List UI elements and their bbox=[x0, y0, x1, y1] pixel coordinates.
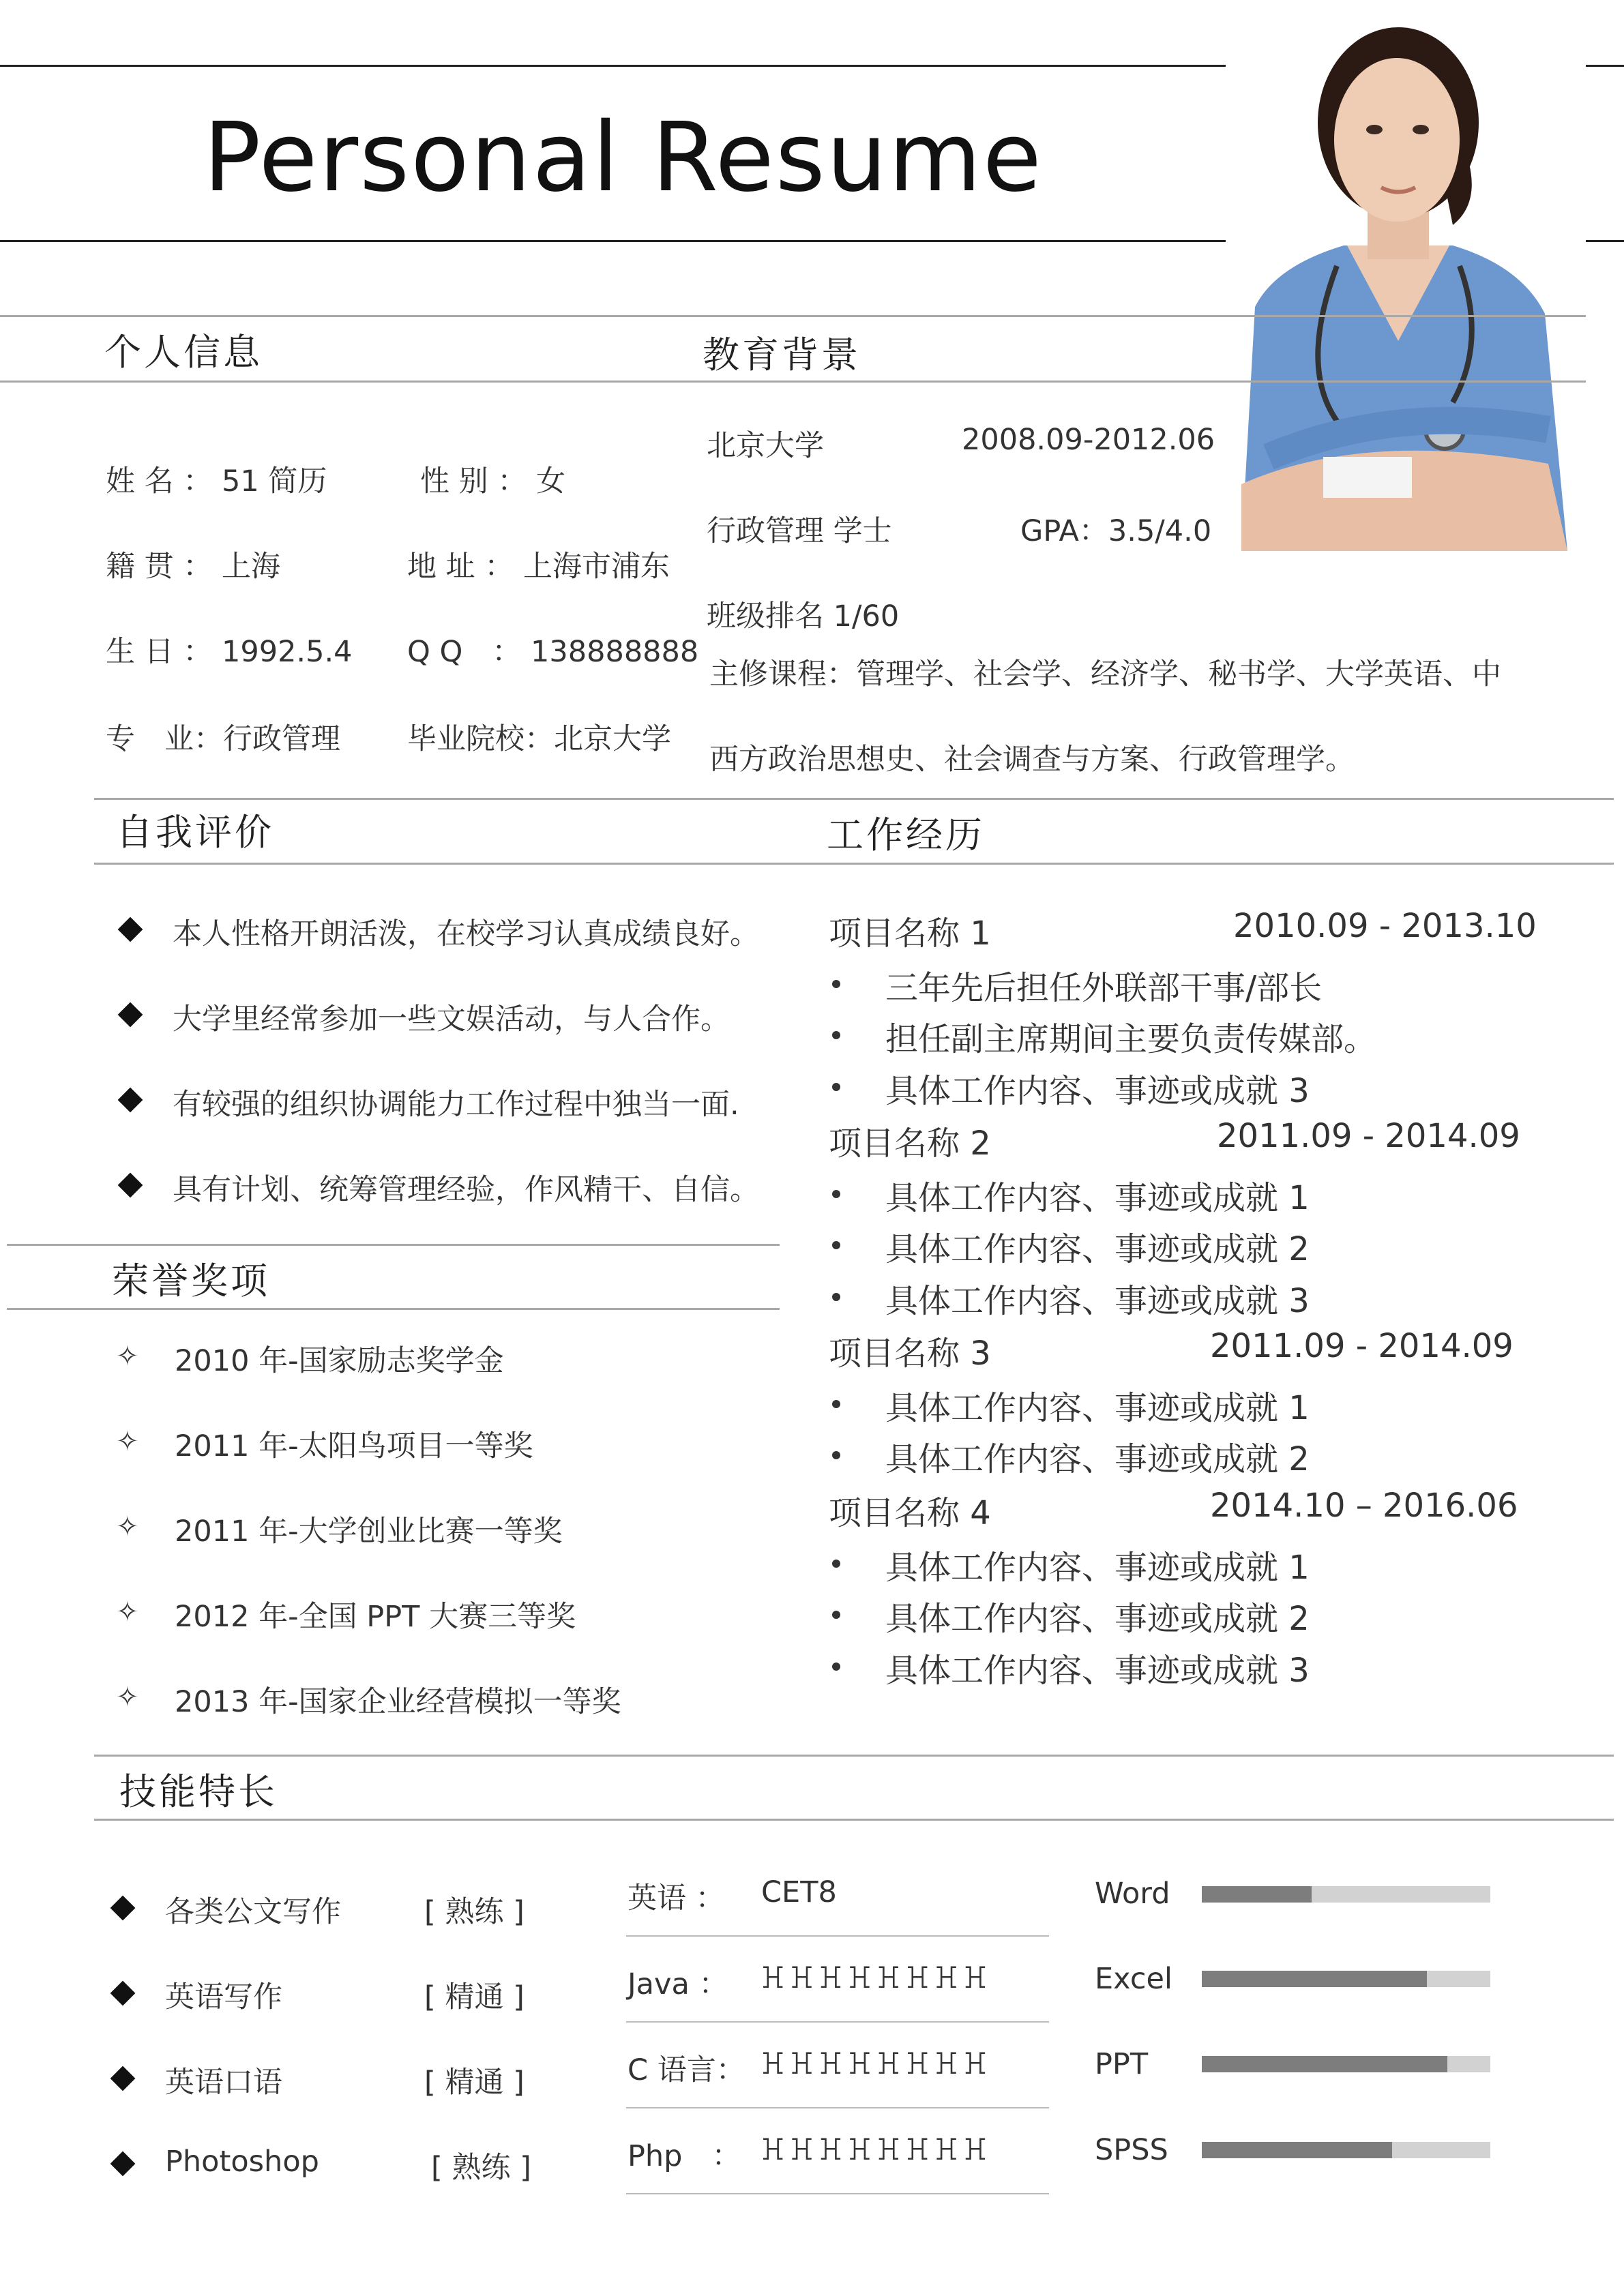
self-eval-item: 大学里经常参加一些文娱活动，与人合作。 bbox=[173, 1002, 730, 1037]
honors-heading: 荣誉奖项 bbox=[112, 1259, 270, 1302]
software-bar-fill bbox=[1202, 2056, 1447, 2072]
honor-star-icon: ✧ bbox=[116, 1682, 139, 1713]
software-bar bbox=[1202, 1886, 1490, 1903]
skill-level: [ 熟练 ] bbox=[431, 2151, 531, 2185]
edu-school: 北京大学 bbox=[707, 429, 824, 463]
self-eval-bullet bbox=[118, 1088, 143, 1113]
lang-label: Php ： bbox=[628, 2139, 741, 2173]
work-bullet bbox=[832, 1400, 840, 1408]
project-name: 项目名称 4 bbox=[829, 1494, 991, 1532]
project-period: 2011.09 - 2014.09 bbox=[1217, 1117, 1520, 1155]
honor-star-icon: ✧ bbox=[116, 1426, 139, 1457]
header-top-line-right bbox=[1586, 65, 1624, 67]
work-item: 具体工作内容、事迹或成就 2 bbox=[885, 1600, 1310, 1638]
profile-photo bbox=[1228, 20, 1567, 551]
personal-name: 姓 名 ： 51 简历 bbox=[106, 464, 327, 498]
skill-level: [ 精通 ] bbox=[424, 2066, 525, 2100]
work-item: 具体工作内容、事迹或成就 1 bbox=[885, 1549, 1310, 1587]
work-item: 具体工作内容、事迹或成就 3 bbox=[885, 1652, 1310, 1690]
project-period: 2014.10 – 2016.06 bbox=[1210, 1487, 1518, 1525]
honors-bottom-line bbox=[7, 1308, 780, 1310]
lang-divider bbox=[626, 2107, 1049, 2108]
edu-degree: 行政管理 学士 bbox=[707, 514, 892, 548]
work-item: 具体工作内容、事迹或成就 3 bbox=[885, 1282, 1310, 1320]
page-title: Personal Resume bbox=[203, 102, 1043, 213]
work-item: 具体工作内容、事迹或成就 1 bbox=[885, 1389, 1310, 1427]
lang-value: ꖾꖾꖾꖾꖾꖾꖾꖾ bbox=[761, 1961, 993, 1995]
lang-divider bbox=[626, 2021, 1049, 2023]
personal-bottom-line bbox=[0, 381, 1586, 383]
work-item: 具体工作内容、事迹或成就 2 bbox=[885, 1440, 1310, 1478]
software-bar-fill bbox=[1202, 1886, 1312, 1903]
skill-bullet bbox=[110, 2066, 136, 2091]
skill-bullet bbox=[110, 2151, 136, 2177]
project-name: 项目名称 2 bbox=[829, 1124, 991, 1163]
lang-divider bbox=[626, 2193, 1049, 2194]
honor-item: 2010 年-国家励志奖学金 bbox=[175, 1344, 504, 1378]
project-period: 2011.09 - 2014.09 bbox=[1210, 1327, 1514, 1365]
header-bottom-line bbox=[0, 240, 1226, 242]
work-bullet bbox=[832, 1031, 840, 1039]
self-bottom-line bbox=[94, 863, 1614, 865]
work-item: 具体工作内容、事迹或成就 2 bbox=[885, 1230, 1310, 1268]
work-bullet bbox=[832, 1241, 840, 1249]
personal-hometown: 籍 贯 ： 上海 bbox=[106, 550, 281, 584]
lang-label: 英语 ： bbox=[628, 1881, 725, 1915]
skill-level: [ 精通 ] bbox=[424, 1980, 525, 2014]
work-item: 具体工作内容、事迹或成就 1 bbox=[885, 1179, 1310, 1217]
personal-top-line bbox=[0, 315, 1586, 317]
personal-birthday: 生 日 ： 1992.5.4 bbox=[106, 635, 353, 669]
personal-gender: 性 别 ： 女 bbox=[420, 464, 566, 498]
honors-top-line bbox=[7, 1244, 780, 1246]
skill-name: 英语写作 bbox=[165, 1980, 282, 2014]
skills-heading: 技能特长 bbox=[119, 1770, 278, 1813]
self-eval-item: 本人性格开朗活泼，在校学习认真成绩良好。 bbox=[173, 917, 759, 951]
self-eval-bullet bbox=[118, 1173, 143, 1198]
project-name: 项目名称 3 bbox=[829, 1335, 991, 1373]
software-label: Excel bbox=[1095, 1962, 1172, 1996]
lang-divider bbox=[626, 1935, 1049, 1937]
self-eval-heading: 自我评价 bbox=[116, 811, 274, 854]
personal-qq: Q Q ： 138888888 bbox=[407, 635, 699, 669]
software-label: SPSS bbox=[1095, 2133, 1168, 2167]
lang-label: Java ： bbox=[628, 1967, 728, 2001]
honor-star-icon: ✧ bbox=[116, 1341, 139, 1372]
honor-star-icon: ✧ bbox=[116, 1511, 139, 1542]
software-bar-fill bbox=[1202, 2142, 1392, 2158]
self-eval-bullet bbox=[118, 917, 143, 942]
edu-gpa: GPA：3.5/4.0 bbox=[1020, 514, 1212, 548]
project-name: 项目名称 1 bbox=[829, 914, 991, 953]
header-bottom-line-right bbox=[1586, 240, 1624, 242]
self-eval-item: 具有计划、统筹管理经验，作风精干、自信。 bbox=[173, 1173, 759, 1207]
honor-item: 2012 年-全国 PPT 大赛三等奖 bbox=[175, 1600, 576, 1634]
self-top-line bbox=[94, 798, 1614, 800]
lang-value: ꖾꖾꖾꖾꖾꖾꖾꖾ bbox=[761, 2047, 993, 2081]
self-eval-bullet bbox=[118, 1002, 143, 1028]
software-label: PPT bbox=[1095, 2047, 1149, 2081]
work-item: 具体工作内容、事迹或成就 3 bbox=[885, 1072, 1310, 1110]
project-period: 2010.09 - 2013.10 bbox=[1233, 907, 1537, 945]
work-bullet bbox=[832, 1611, 840, 1619]
header-top-line bbox=[0, 65, 1226, 67]
lang-label: C 语言： bbox=[628, 2053, 745, 2087]
work-bullet bbox=[832, 1293, 840, 1301]
work-bullet bbox=[832, 1663, 840, 1671]
personal-address: 地 址 ： 上海市浦东 bbox=[407, 550, 670, 584]
lang-value: CET8 bbox=[761, 1875, 837, 1909]
skill-level: [ 熟练 ] bbox=[424, 1895, 525, 1929]
work-bullet bbox=[832, 980, 840, 988]
edu-rank: 班级排名 1/60 bbox=[707, 599, 900, 633]
software-bar bbox=[1202, 2056, 1490, 2072]
personal-heading: 个人信息 bbox=[104, 331, 263, 374]
honor-item: 2011 年-太阳鸟项目一等奖 bbox=[175, 1429, 533, 1463]
software-label: Word bbox=[1095, 1877, 1170, 1911]
edu-courses-line1: 主修课程：管理学、社会学、经济学、秘书学、大学英语、中 bbox=[709, 657, 1501, 691]
honor-star-icon: ✧ bbox=[116, 1596, 139, 1628]
work-bullet bbox=[832, 1560, 840, 1568]
work-bullet bbox=[832, 1083, 840, 1091]
personal-major: 专 业：行政管理 bbox=[106, 722, 340, 756]
work-item: 三年先后担任外联部干事/部长 bbox=[885, 969, 1323, 1007]
skill-name: 各类公文写作 bbox=[165, 1895, 341, 1929]
skills-bottom-line bbox=[94, 1819, 1614, 1821]
software-bar-fill bbox=[1202, 1971, 1427, 1987]
work-bullet bbox=[832, 1190, 840, 1198]
edu-period: 2008.09-2012.06 bbox=[962, 423, 1215, 457]
edu-courses-line2: 西方政治思想史、社会调查与方案、行政管理学。 bbox=[709, 743, 1355, 777]
work-item: 担任副主席期间主要负责传媒部。 bbox=[885, 1020, 1377, 1058]
skill-bullet bbox=[110, 1981, 136, 2006]
honor-item: 2013 年-国家企业经营模拟一等奖 bbox=[175, 1685, 621, 1719]
work-bullet bbox=[832, 1451, 840, 1459]
personal-school: 毕业院校：北京大学 bbox=[407, 722, 671, 756]
skill-bullet bbox=[110, 1896, 136, 1921]
skill-name: Photoshop bbox=[165, 2145, 319, 2179]
software-bar bbox=[1202, 1971, 1490, 1987]
skill-name: 英语口语 bbox=[165, 2066, 282, 2100]
software-bar bbox=[1202, 2142, 1490, 2158]
skills-top-line bbox=[94, 1755, 1614, 1757]
lang-value: ꖾꖾꖾꖾꖾꖾꖾꖾ bbox=[761, 2133, 993, 2167]
work-heading: 工作经历 bbox=[827, 814, 985, 856]
education-heading: 教育背景 bbox=[703, 333, 861, 376]
honor-item: 2011 年-大学创业比赛一等奖 bbox=[175, 1515, 563, 1549]
self-eval-item: 有较强的组织协调能力工作过程中独当一面. bbox=[173, 1088, 739, 1122]
